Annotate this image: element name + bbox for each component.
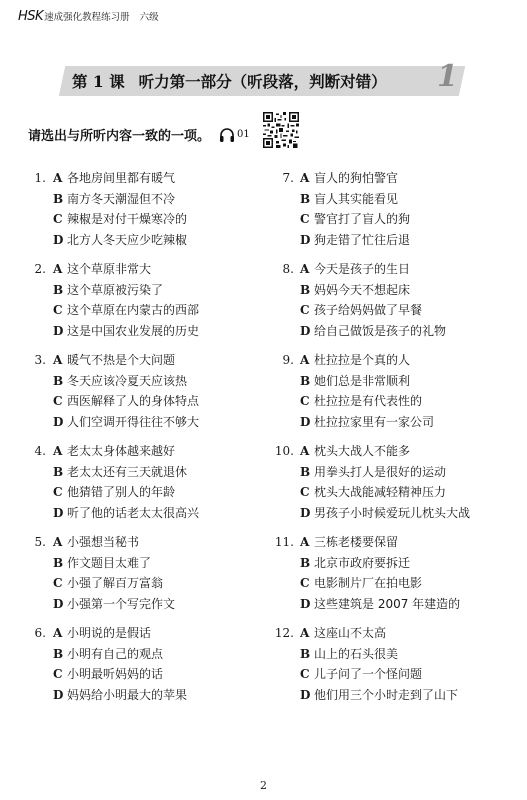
answer-option[interactable] <box>300 282 410 298</box>
option-text: 用拳头打人是很好的运动 <box>314 464 447 479</box>
answer-option[interactable] <box>300 323 446 339</box>
option-letter: C <box>53 394 63 408</box>
option-letter: C <box>300 667 310 681</box>
option-text: 小明说的是假话 <box>67 626 152 640</box>
option-text: 电影制片厂在拍电影 <box>314 576 423 590</box>
answer-option[interactable] <box>53 555 151 571</box>
answer-option[interactable] <box>300 464 446 480</box>
option-text: 男孩子小时候爱玩儿枕头大战 <box>314 505 471 520</box>
option-text: 西医解释了人的身体特点 <box>67 394 200 408</box>
answer-option[interactable] <box>53 625 151 641</box>
option-letter: D <box>300 232 311 247</box>
answer-option[interactable] <box>53 352 175 368</box>
option-letter: B <box>53 555 64 570</box>
option-letter: B <box>300 373 311 388</box>
option-text: 杜拉拉是个真的人 <box>314 353 411 367</box>
answer-option[interactable] <box>53 464 187 480</box>
question-number: 1. <box>34 171 46 185</box>
answer-option[interactable] <box>53 282 163 298</box>
answer-option[interactable] <box>300 261 410 277</box>
answer-option[interactable] <box>53 302 199 318</box>
option-letter: B <box>300 464 311 479</box>
option-text: 辣椒是对付干燥寒冷的 <box>67 212 188 226</box>
answer-option[interactable] <box>53 443 175 459</box>
instruction-text: 请选出与所听内容一致的一项。 <box>28 129 211 144</box>
lesson-label: 第 1 课 <box>72 72 125 91</box>
option-letter: B <box>300 646 311 661</box>
option-text: 冬天应该冷夏天应该热 <box>67 373 188 388</box>
question-number: 4. <box>34 444 46 458</box>
option-letter: C <box>300 576 310 590</box>
option-letter: B <box>53 191 64 206</box>
option-text: 三栋老楼要保留 <box>314 535 399 549</box>
answer-option[interactable] <box>300 666 422 682</box>
option-text: 老太太身体越来越好 <box>67 444 176 458</box>
option-text: 杜拉拉家里有一家公司 <box>314 414 435 429</box>
option-text: 听了他的话老太太很高兴 <box>67 505 200 520</box>
option-letter: B <box>300 282 311 297</box>
answer-option[interactable] <box>53 575 163 591</box>
option-text: 枕头大战能减轻精神压力 <box>314 485 447 499</box>
option-text: 这个草原非常大 <box>67 262 152 276</box>
option-letter: D <box>53 687 64 702</box>
option-letter: B <box>53 282 64 297</box>
option-text: 这些建筑是 2007 年建造的 <box>314 596 461 611</box>
option-text: 作文题目太难了 <box>67 555 152 570</box>
option-text: 这座山不太高 <box>314 626 387 640</box>
option-letter: C <box>53 667 63 681</box>
option-text: 他们用三个小时走到了山下 <box>314 687 459 702</box>
option-text: 给自己做饭是孩子的礼物 <box>314 323 447 338</box>
option-letter: C <box>300 394 310 408</box>
answer-option[interactable] <box>53 505 199 521</box>
option-text: 小明有自己的观点 <box>67 646 164 661</box>
lesson-heading: 听力第一部分（听段落，判断对错） <box>138 72 387 91</box>
option-letter: C <box>53 576 63 590</box>
answer-option[interactable] <box>300 393 422 409</box>
answer-option[interactable] <box>53 211 187 227</box>
option-letter: D <box>53 505 64 520</box>
question-number: 11. <box>274 535 294 549</box>
answer-option[interactable] <box>53 687 187 703</box>
instruction-line <box>28 125 250 144</box>
option-text: 小强想当秘书 <box>67 535 140 549</box>
option-letter: A <box>300 626 310 640</box>
question-number: 10. <box>274 444 294 458</box>
answer-option[interactable] <box>300 302 422 318</box>
answer-option[interactable] <box>53 170 175 186</box>
option-letter: C <box>53 485 63 499</box>
question-number: 7. <box>282 171 294 185</box>
option-text: 妈妈今天不想起床 <box>314 282 411 297</box>
headphones-icon[interactable] <box>218 126 236 144</box>
answer-option[interactable] <box>53 646 163 662</box>
option-letter: A <box>53 353 63 367</box>
option-letter: D <box>300 323 311 338</box>
option-letter: A <box>53 626 63 640</box>
option-letter: A <box>300 444 310 458</box>
question-number: 5. <box>34 535 46 549</box>
option-text: 各地房间里都有暖气 <box>67 171 176 185</box>
option-text: 枕头大战人不能多 <box>314 444 411 458</box>
option-text: 盲人其实能看见 <box>314 191 399 206</box>
answer-option[interactable] <box>300 352 410 368</box>
answer-option[interactable] <box>53 373 187 389</box>
lesson-number: 1 <box>437 59 458 94</box>
option-letter: A <box>300 262 310 276</box>
option-letter: C <box>300 485 310 499</box>
option-text: 小强了解百万富翁 <box>67 576 164 590</box>
option-letter: A <box>53 535 63 549</box>
option-text: 山上的石头很美 <box>314 646 399 661</box>
answer-option[interactable] <box>300 232 410 248</box>
answer-option[interactable] <box>300 191 398 207</box>
option-text: 老太太还有三天就退休 <box>67 464 188 479</box>
option-letter: A <box>300 171 310 185</box>
answer-option[interactable] <box>300 170 398 186</box>
qr-code[interactable] <box>263 112 299 148</box>
option-text: 她们总是非常顺利 <box>314 373 411 388</box>
answer-option[interactable] <box>53 393 199 409</box>
option-letter: B <box>53 464 64 479</box>
option-letter: D <box>53 414 64 429</box>
book-level: 六级 <box>139 12 159 23</box>
option-text: 人们空调开得往往不够大 <box>67 414 200 429</box>
option-letter: D <box>300 687 311 702</box>
option-letter: D <box>300 596 311 611</box>
audio-track-number: 01 <box>237 129 250 140</box>
option-text: 盲人的狗怕警官 <box>314 171 399 185</box>
answer-option[interactable] <box>300 534 398 550</box>
answer-option[interactable] <box>300 484 446 500</box>
option-text: 警官打了盲人的狗 <box>314 212 411 226</box>
option-letter: A <box>53 171 63 185</box>
answer-option[interactable] <box>53 414 199 430</box>
book-title: 速成强化教程练习册 <box>44 12 130 23</box>
option-letter: C <box>53 303 63 317</box>
option-letter: D <box>53 596 64 611</box>
answer-option[interactable] <box>53 666 163 682</box>
answer-option[interactable] <box>53 534 139 550</box>
page-number: 2 <box>260 779 267 792</box>
running-header <box>18 9 159 23</box>
option-letter: D <box>300 505 311 520</box>
answer-option[interactable] <box>300 555 410 571</box>
option-text: 这是中国农业发展的历史 <box>67 323 200 338</box>
option-letter: D <box>53 323 64 338</box>
option-letter: A <box>53 262 63 276</box>
option-text: 儿子问了一个怪问题 <box>314 667 423 681</box>
option-text: 南方冬天潮湿但不冷 <box>67 191 176 206</box>
option-letter: D <box>300 414 311 429</box>
option-letter: A <box>53 444 63 458</box>
option-text: 这个草原在内蒙古的西部 <box>67 303 200 317</box>
question-number: 6. <box>34 626 46 640</box>
option-letter: B <box>300 555 311 570</box>
option-text: 这个草原被污染了 <box>67 282 164 297</box>
option-letter: B <box>53 373 64 388</box>
answer-option[interactable] <box>53 191 175 207</box>
answer-option[interactable] <box>53 323 199 339</box>
answer-option[interactable] <box>300 575 422 591</box>
answer-option[interactable] <box>300 646 398 662</box>
option-text: 孩子给妈妈做了早餐 <box>314 303 423 317</box>
option-letter: A <box>300 353 310 367</box>
option-text: 妈妈给小明最大的苹果 <box>67 687 188 702</box>
answer-option[interactable] <box>300 414 434 430</box>
option-text: 他猜错了别人的年龄 <box>67 485 176 499</box>
option-letter: C <box>300 212 310 226</box>
option-text: 北方人冬天应少吃辣椒 <box>67 232 188 247</box>
option-text: 今天是孩子的生日 <box>314 262 411 276</box>
question-number: 3. <box>34 353 46 367</box>
answer-option[interactable] <box>53 232 187 248</box>
answer-option[interactable] <box>300 373 410 389</box>
option-text: 狗走错了忙往后退 <box>314 232 411 247</box>
option-text: 暖气不热是个大问题 <box>67 353 176 367</box>
answer-option[interactable] <box>300 211 410 227</box>
option-text: 北京市政府要拆迁 <box>314 555 411 570</box>
answer-option[interactable] <box>300 505 470 521</box>
option-letter: C <box>53 212 63 226</box>
answer-option[interactable] <box>300 687 458 703</box>
answer-option[interactable] <box>53 261 151 277</box>
question-number: 8. <box>282 262 294 276</box>
question-number: 2. <box>34 262 46 276</box>
option-letter: C <box>300 303 310 317</box>
answer-option[interactable] <box>300 625 386 641</box>
answer-option[interactable] <box>300 443 410 459</box>
option-letter: D <box>53 232 64 247</box>
option-letter: A <box>300 535 310 549</box>
hsk-logo-text: HSK <box>18 9 44 24</box>
answer-option[interactable] <box>300 596 460 612</box>
question-number: 12. <box>274 626 294 640</box>
option-letter: B <box>53 646 64 661</box>
option-text: 小强第一个写完作文 <box>67 596 176 611</box>
option-text: 小明最听妈妈的话 <box>67 667 164 681</box>
answer-option[interactable] <box>53 484 175 500</box>
answer-option[interactable] <box>53 596 175 612</box>
lesson-title <box>72 66 387 96</box>
option-letter: B <box>300 191 311 206</box>
question-number: 9. <box>282 353 294 367</box>
option-text: 杜拉拉是有代表性的 <box>314 394 423 408</box>
